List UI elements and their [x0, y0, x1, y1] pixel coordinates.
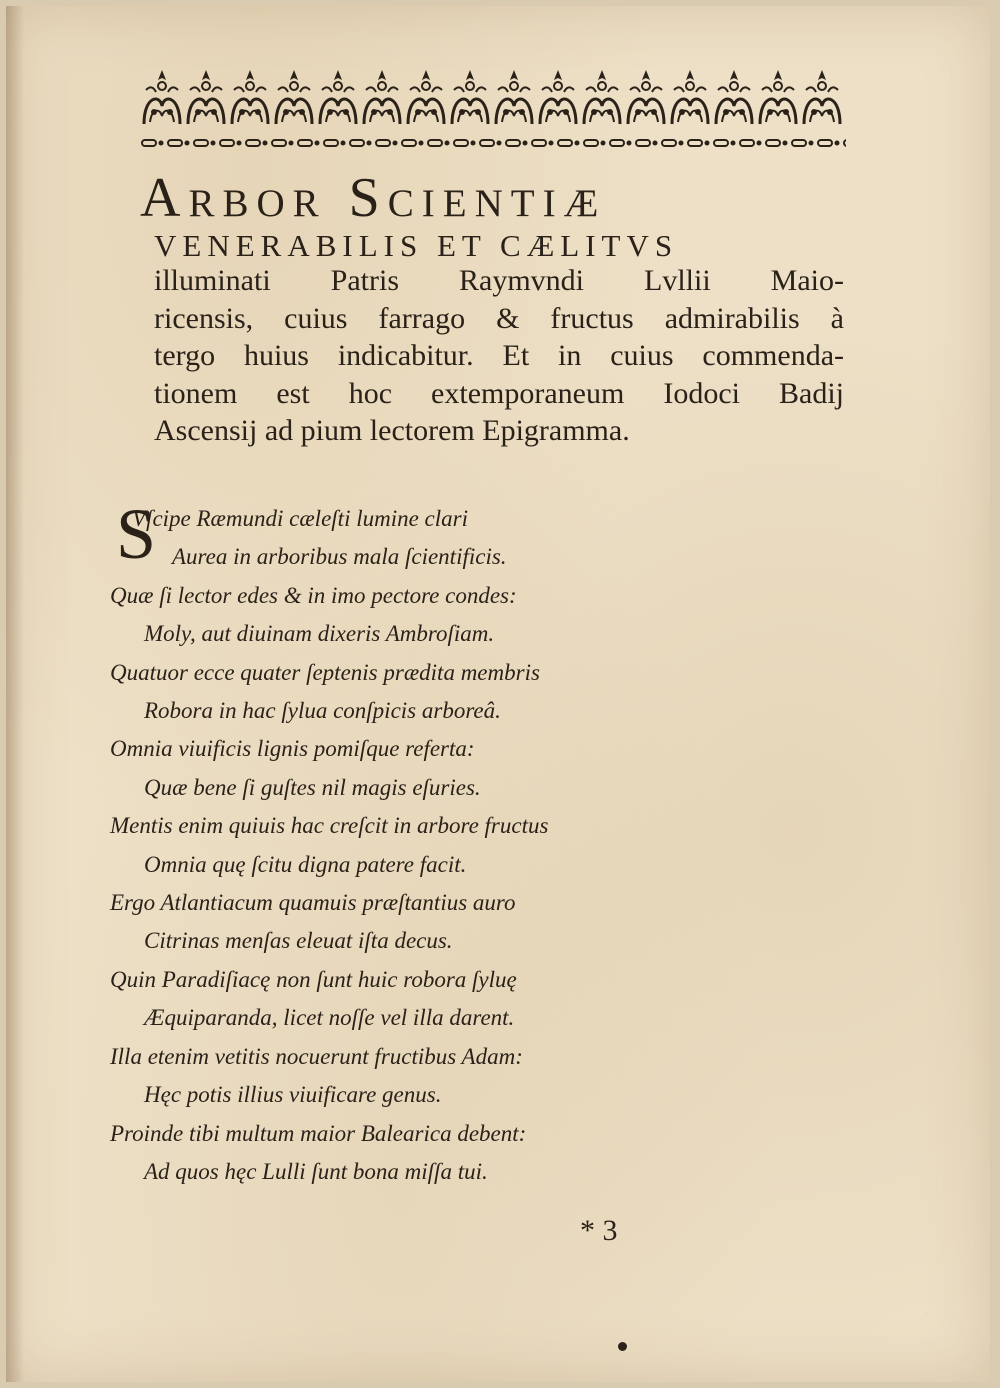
poem-verse: Quin Paradiſiacę non ſunt huic robora ſyluę [110, 966, 517, 992]
poem-verse: Omnia viuificis lignis pomiſque referta: [110, 736, 475, 762]
epigram-poem [110, 494, 630, 1191]
poem-verse: Proinde tibi multum maior Balearica debent: [110, 1120, 527, 1146]
poem-verse: Hęc potis illius viuificare genus. [144, 1082, 442, 1108]
intro-line: tionem est hoc extemporaneum Iodoci Badij [154, 376, 844, 410]
page-gutter-shadow [6, 6, 24, 1382]
ornamental-header-band [140, 66, 846, 158]
poem-verse: Æquiparanda, licet noſſe vel illa darent. [144, 1005, 515, 1031]
signature-mark: * 3 [580, 1214, 618, 1247]
intro-line: illuminati Patris Raymvndi Lvllii Maio- [154, 264, 844, 297]
poem-verse: Robora in hac ſylua conſpicis arboreâ. [144, 698, 501, 724]
poem-verse: Omnia quę ſcitu digna patere facit. [144, 851, 467, 877]
page-subtitle: VENERABILIS ET CÆLITVS [154, 228, 679, 263]
page-title: Arbor Scientiæ [140, 167, 607, 229]
poem-verse: Moly, aut diuinam dixeris Ambroſiam. [144, 621, 495, 647]
intro-line: tergo huius indicabitur. Et in cuius commenda- [154, 339, 844, 372]
poem-verse: Quatuor ecce quater ſeptenis prædita membris [110, 659, 540, 685]
poem-verse: Citrinas menſas eleuat iſta decus. [144, 928, 453, 954]
poem-verse: Aurea in arboribus mala ſcientificis. [172, 544, 507, 570]
ornament-icon [140, 66, 846, 158]
drop-capital: S [116, 494, 157, 574]
intro-line: ricensis, cuius farrago & fructus admirabilis à [154, 301, 844, 335]
poem-verse: Vſcipe Ræmundi cæleſti lumine clari [132, 506, 468, 531]
poem-verse: Ergo Atlantiacum quamuis præſtantius auro [110, 890, 516, 916]
ink-dot [618, 1342, 627, 1351]
poem-verse: Quæ bene ſi guſtes nil magis eſuries. [144, 774, 481, 800]
intro-paragraph [154, 262, 844, 450]
poem-verse: Ad quos hęc Lulli ſunt bona miſſa tui. [144, 1158, 488, 1184]
intro-line: Ascensij ad pium lectorem Epigramma. [154, 414, 630, 447]
poem-verse: Illa etenim vetitis nocuerunt fructibus Adam: [110, 1043, 523, 1069]
poem-verse: Quæ ſi lector edes & in imo pectore condes: [110, 582, 517, 608]
poem-verse: Mentis enim quiuis hac creſcit in arbore fructus [110, 813, 549, 839]
